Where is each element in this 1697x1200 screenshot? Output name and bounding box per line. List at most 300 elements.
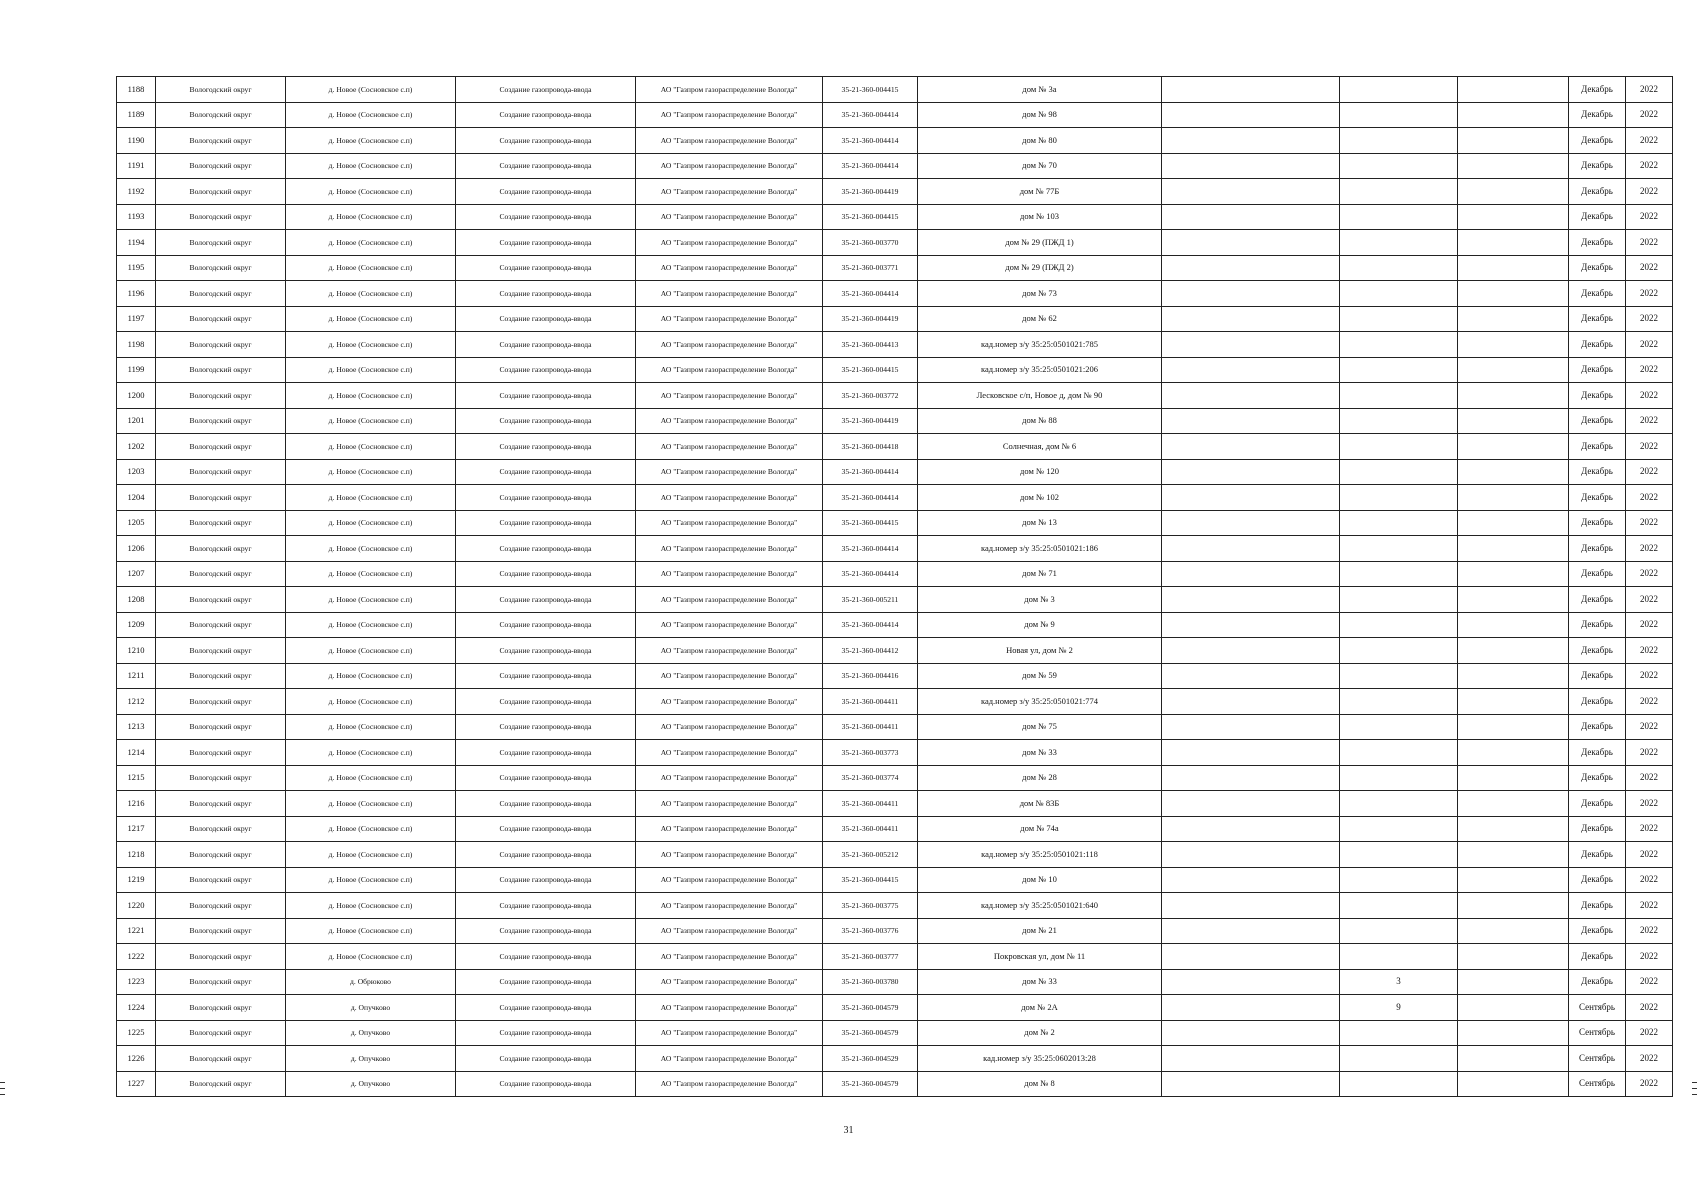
empty-cell	[1162, 842, 1340, 868]
address-cell: кад.номер з/у 35:25:0501021:118	[918, 842, 1162, 868]
empty-cell	[1162, 612, 1340, 638]
table-row	[117, 77, 1673, 103]
left-margin-mark	[0, 1088, 5, 1089]
district-cell: Вологодский округ	[156, 332, 286, 358]
empty-cell	[1162, 1020, 1340, 1046]
district-cell: Вологодский округ	[156, 791, 286, 817]
year-cell: 2022	[1626, 408, 1673, 434]
row-number-cell: 1226	[117, 1046, 156, 1072]
organization-cell: АО "Газпром газораспределение Вологда"	[636, 434, 823, 460]
year-cell: 2022	[1626, 893, 1673, 919]
object-code-cell: 35-21-360-004579	[823, 1020, 918, 1046]
empty-cell	[1458, 510, 1569, 536]
object-code-cell: 35-21-360-004418	[823, 434, 918, 460]
empty-cell	[1458, 663, 1569, 689]
count-cell	[1340, 306, 1458, 332]
locality-cell: д. Новое (Сосновское с.п)	[286, 485, 456, 511]
object-code-cell: 35-21-360-003780	[823, 969, 918, 995]
year-cell: 2022	[1626, 128, 1673, 154]
month-cell: Декабрь	[1569, 842, 1626, 868]
district-cell: Вологодский округ	[156, 638, 286, 664]
empty-cell	[1458, 893, 1569, 919]
year-cell: 2022	[1626, 816, 1673, 842]
object-code-cell: 35-21-360-004419	[823, 179, 918, 205]
table-row	[117, 944, 1673, 970]
locality-cell: д. Опучково	[286, 1046, 456, 1072]
year-cell: 2022	[1626, 204, 1673, 230]
locality-cell: д. Новое (Сосновское с.п)	[286, 459, 456, 485]
address-cell: дом № 33	[918, 969, 1162, 995]
address-cell: Солнечная, дом № 6	[918, 434, 1162, 460]
organization-cell: АО "Газпром газораспределение Вологда"	[636, 459, 823, 485]
empty-cell	[1458, 842, 1569, 868]
count-cell	[1340, 867, 1458, 893]
address-cell: дом № 83Б	[918, 791, 1162, 817]
work-type-cell: Создание газопровода-ввода	[456, 765, 636, 791]
work-type-cell: Создание газопровода-ввода	[456, 281, 636, 307]
work-type-cell: Создание газопровода-ввода	[456, 561, 636, 587]
month-cell: Сентябрь	[1569, 1046, 1626, 1072]
month-cell: Декабрь	[1569, 102, 1626, 128]
row-number-cell: 1225	[117, 1020, 156, 1046]
district-cell: Вологодский округ	[156, 1071, 286, 1097]
locality-cell: д. Новое (Сосновское с.п)	[286, 408, 456, 434]
table-row	[117, 179, 1673, 205]
count-cell	[1340, 255, 1458, 281]
year-cell: 2022	[1626, 689, 1673, 715]
month-cell: Декабрь	[1569, 510, 1626, 536]
empty-cell	[1458, 332, 1569, 358]
address-cell: дом № 2	[918, 1020, 1162, 1046]
left-margin-mark	[0, 1082, 5, 1083]
right-margin-mark	[1692, 1088, 1697, 1089]
empty-cell	[1162, 230, 1340, 256]
table-row	[117, 638, 1673, 664]
organization-cell: АО "Газпром газораспределение Вологда"	[636, 485, 823, 511]
district-cell: Вологодский округ	[156, 663, 286, 689]
address-cell: дом № 71	[918, 561, 1162, 587]
object-code-cell: 35-21-360-004415	[823, 357, 918, 383]
address-cell: дом № 59	[918, 663, 1162, 689]
district-cell: Вологодский округ	[156, 561, 286, 587]
year-cell: 2022	[1626, 306, 1673, 332]
address-cell: дом № 3	[918, 587, 1162, 613]
organization-cell: АО "Газпром газораспределение Вологда"	[636, 867, 823, 893]
work-type-cell: Создание газопровода-ввода	[456, 510, 636, 536]
empty-cell	[1162, 689, 1340, 715]
organization-cell: АО "Газпром газораспределение Вологда"	[636, 791, 823, 817]
locality-cell: д. Новое (Сосновское с.п)	[286, 357, 456, 383]
work-type-cell: Создание газопровода-ввода	[456, 204, 636, 230]
work-type-cell: Создание газопровода-ввода	[456, 612, 636, 638]
empty-cell	[1458, 434, 1569, 460]
row-number-cell: 1220	[117, 893, 156, 919]
organization-cell: АО "Газпром газораспределение Вологда"	[636, 689, 823, 715]
empty-cell	[1162, 944, 1340, 970]
empty-cell	[1162, 204, 1340, 230]
count-cell	[1340, 740, 1458, 766]
work-type-cell: Создание газопровода-ввода	[456, 332, 636, 358]
count-cell	[1340, 230, 1458, 256]
locality-cell: д. Новое (Сосновское с.п)	[286, 944, 456, 970]
work-type-cell: Создание газопровода-ввода	[456, 663, 636, 689]
table-row	[117, 714, 1673, 740]
month-cell: Декабрь	[1569, 128, 1626, 154]
row-number-cell: 1206	[117, 536, 156, 562]
work-type-cell: Создание газопровода-ввода	[456, 842, 636, 868]
year-cell: 2022	[1626, 944, 1673, 970]
row-number-cell: 1211	[117, 663, 156, 689]
right-margin-mark	[1692, 1094, 1697, 1095]
district-cell: Вологодский округ	[156, 434, 286, 460]
month-cell: Декабрь	[1569, 689, 1626, 715]
district-cell: Вологодский округ	[156, 689, 286, 715]
month-cell: Декабрь	[1569, 791, 1626, 817]
organization-cell: АО "Газпром газораспределение Вологда"	[636, 918, 823, 944]
count-cell	[1340, 816, 1458, 842]
month-cell: Сентябрь	[1569, 1071, 1626, 1097]
work-type-cell: Создание газопровода-ввода	[456, 638, 636, 664]
table-row	[117, 383, 1673, 409]
organization-cell: АО "Газпром газораспределение Вологда"	[636, 1046, 823, 1072]
object-code-cell: 35-21-360-004414	[823, 459, 918, 485]
locality-cell: д. Обрюково	[286, 969, 456, 995]
empty-cell	[1162, 561, 1340, 587]
district-cell: Вологодский округ	[156, 485, 286, 511]
locality-cell: д. Новое (Сосновское с.п)	[286, 765, 456, 791]
empty-cell	[1458, 128, 1569, 154]
count-cell	[1340, 1020, 1458, 1046]
table-row	[117, 689, 1673, 715]
object-code-cell: 35-21-360-003772	[823, 383, 918, 409]
year-cell: 2022	[1626, 77, 1673, 103]
address-cell: дом № 21	[918, 918, 1162, 944]
locality-cell: д. Новое (Сосновское с.п)	[286, 714, 456, 740]
organization-cell: АО "Газпром газораспределение Вологда"	[636, 536, 823, 562]
table-row	[117, 332, 1673, 358]
empty-cell	[1162, 357, 1340, 383]
table-row	[117, 587, 1673, 613]
object-code-cell: 35-21-360-003775	[823, 893, 918, 919]
locality-cell: д. Новое (Сосновское с.п)	[286, 230, 456, 256]
table-row	[117, 536, 1673, 562]
work-type-cell: Создание газопровода-ввода	[456, 536, 636, 562]
district-cell: Вологодский округ	[156, 1020, 286, 1046]
organization-cell: АО "Газпром газораспределение Вологда"	[636, 128, 823, 154]
table-row	[117, 969, 1673, 995]
address-cell: кад.номер з/у 35:25:0501021:785	[918, 332, 1162, 358]
empty-cell	[1162, 1046, 1340, 1072]
month-cell: Декабрь	[1569, 204, 1626, 230]
empty-cell	[1458, 204, 1569, 230]
work-type-cell: Создание газопровода-ввода	[456, 1020, 636, 1046]
table-row	[117, 816, 1673, 842]
address-cell: Покровская ул, дом № 11	[918, 944, 1162, 970]
district-cell: Вологодский округ	[156, 357, 286, 383]
month-cell: Декабрь	[1569, 765, 1626, 791]
table-row	[117, 255, 1673, 281]
count-cell	[1340, 357, 1458, 383]
table-row	[117, 510, 1673, 536]
empty-cell	[1162, 255, 1340, 281]
object-code-cell: 35-21-360-004419	[823, 306, 918, 332]
address-cell: дом № 80	[918, 128, 1162, 154]
organization-cell: АО "Газпром газораспределение Вологда"	[636, 153, 823, 179]
empty-cell	[1162, 128, 1340, 154]
table-row	[117, 128, 1673, 154]
work-type-cell: Создание газопровода-ввода	[456, 128, 636, 154]
empty-cell	[1162, 791, 1340, 817]
empty-cell	[1458, 383, 1569, 409]
district-cell: Вологодский округ	[156, 612, 286, 638]
count-cell	[1340, 408, 1458, 434]
month-cell: Декабрь	[1569, 918, 1626, 944]
table-row	[117, 281, 1673, 307]
locality-cell: д. Новое (Сосновское с.п)	[286, 128, 456, 154]
month-cell: Сентябрь	[1569, 1020, 1626, 1046]
locality-cell: д. Новое (Сосновское с.п)	[286, 255, 456, 281]
month-cell: Декабрь	[1569, 638, 1626, 664]
district-cell: Вологодский округ	[156, 587, 286, 613]
empty-cell	[1162, 918, 1340, 944]
table-row	[117, 153, 1673, 179]
organization-cell: АО "Газпром газораспределение Вологда"	[636, 357, 823, 383]
organization-cell: АО "Газпром газораспределение Вологда"	[636, 995, 823, 1021]
organization-cell: АО "Газпром газораспределение Вологда"	[636, 102, 823, 128]
year-cell: 2022	[1626, 867, 1673, 893]
object-code-cell: 35-21-360-004415	[823, 510, 918, 536]
work-type-cell: Создание газопровода-ввода	[456, 255, 636, 281]
locality-cell: д. Новое (Сосновское с.п)	[286, 740, 456, 766]
count-cell	[1340, 663, 1458, 689]
locality-cell: д. Новое (Сосновское с.п)	[286, 842, 456, 868]
row-number-cell: 1204	[117, 485, 156, 511]
count-cell	[1340, 281, 1458, 307]
table-body	[117, 77, 1673, 1097]
object-code-cell: 35-21-360-004415	[823, 77, 918, 103]
year-cell: 2022	[1626, 995, 1673, 1021]
year-cell: 2022	[1626, 1020, 1673, 1046]
organization-cell: АО "Газпром газораспределение Вологда"	[636, 255, 823, 281]
address-cell: кад.номер з/у 35:25:0602013:28	[918, 1046, 1162, 1072]
empty-cell	[1162, 969, 1340, 995]
organization-cell: АО "Газпром газораспределение Вологда"	[636, 204, 823, 230]
district-cell: Вологодский округ	[156, 816, 286, 842]
organization-cell: АО "Газпром газораспределение Вологда"	[636, 408, 823, 434]
work-type-cell: Создание газопровода-ввода	[456, 1071, 636, 1097]
row-number-cell: 1213	[117, 714, 156, 740]
month-cell: Декабрь	[1569, 332, 1626, 358]
address-cell: Лесковское с/п, Новое д, дом № 90	[918, 383, 1162, 409]
row-number-cell: 1214	[117, 740, 156, 766]
locality-cell: д. Опучково	[286, 995, 456, 1021]
address-cell: дом № 98	[918, 102, 1162, 128]
empty-cell	[1458, 1071, 1569, 1097]
object-code-cell: 35-21-360-004529	[823, 1046, 918, 1072]
district-cell: Вологодский округ	[156, 536, 286, 562]
page-number: 31	[843, 1125, 854, 1136]
year-cell: 2022	[1626, 255, 1673, 281]
empty-cell	[1458, 230, 1569, 256]
empty-cell	[1458, 944, 1569, 970]
empty-cell	[1162, 153, 1340, 179]
address-cell: дом № 28	[918, 765, 1162, 791]
month-cell: Декабрь	[1569, 179, 1626, 205]
table-row	[117, 612, 1673, 638]
organization-cell: АО "Газпром газораспределение Вологда"	[636, 842, 823, 868]
month-cell: Декабрь	[1569, 306, 1626, 332]
empty-cell	[1162, 638, 1340, 664]
count-cell	[1340, 128, 1458, 154]
empty-cell	[1458, 765, 1569, 791]
empty-cell	[1162, 816, 1340, 842]
locality-cell: д. Новое (Сосновское с.п)	[286, 689, 456, 715]
year-cell: 2022	[1626, 612, 1673, 638]
address-cell: дом № 62	[918, 306, 1162, 332]
count-cell	[1340, 485, 1458, 511]
district-cell: Вологодский округ	[156, 230, 286, 256]
object-code-cell: 35-21-360-004414	[823, 102, 918, 128]
locality-cell: д. Новое (Сосновское с.п)	[286, 612, 456, 638]
address-cell: дом № 9	[918, 612, 1162, 638]
district-cell: Вологодский округ	[156, 918, 286, 944]
month-cell: Декабрь	[1569, 867, 1626, 893]
object-code-cell: 35-21-360-004414	[823, 153, 918, 179]
object-code-cell: 35-21-360-004415	[823, 204, 918, 230]
object-code-cell: 35-21-360-004414	[823, 536, 918, 562]
district-cell: Вологодский округ	[156, 102, 286, 128]
district-cell: Вологодский округ	[156, 153, 286, 179]
year-cell: 2022	[1626, 536, 1673, 562]
year-cell: 2022	[1626, 587, 1673, 613]
work-type-cell: Создание газопровода-ввода	[456, 867, 636, 893]
count-cell	[1340, 332, 1458, 358]
address-cell: дом № 77Б	[918, 179, 1162, 205]
locality-cell: д. Новое (Сосновское с.п)	[286, 204, 456, 230]
work-type-cell: Создание газопровода-ввода	[456, 383, 636, 409]
count-cell	[1340, 1046, 1458, 1072]
address-cell: дом № 70	[918, 153, 1162, 179]
empty-cell	[1458, 102, 1569, 128]
object-code-cell: 35-21-360-004413	[823, 332, 918, 358]
year-cell: 2022	[1626, 663, 1673, 689]
object-code-cell: 35-21-360-005212	[823, 842, 918, 868]
row-number-cell: 1209	[117, 612, 156, 638]
row-number-cell: 1218	[117, 842, 156, 868]
district-cell: Вологодский округ	[156, 383, 286, 409]
left-margin-mark	[0, 1094, 5, 1095]
empty-cell	[1458, 281, 1569, 307]
month-cell: Декабрь	[1569, 77, 1626, 103]
object-code-cell: 35-21-360-005211	[823, 587, 918, 613]
table-row	[117, 765, 1673, 791]
count-cell	[1340, 383, 1458, 409]
empty-cell	[1162, 587, 1340, 613]
district-cell: Вологодский округ	[156, 1046, 286, 1072]
month-cell: Декабрь	[1569, 612, 1626, 638]
empty-cell	[1458, 306, 1569, 332]
year-cell: 2022	[1626, 383, 1673, 409]
district-cell: Вологодский округ	[156, 459, 286, 485]
table-row	[117, 204, 1673, 230]
table-row	[117, 102, 1673, 128]
table-row	[117, 357, 1673, 383]
row-number-cell: 1200	[117, 383, 156, 409]
month-cell: Декабрь	[1569, 536, 1626, 562]
work-type-cell: Создание газопровода-ввода	[456, 740, 636, 766]
district-cell: Вологодский округ	[156, 204, 286, 230]
row-number-cell: 1198	[117, 332, 156, 358]
address-cell: Новая ул, дом № 2	[918, 638, 1162, 664]
address-cell: кад.номер з/у 35:25:0501021:206	[918, 357, 1162, 383]
object-code-cell: 35-21-360-004579	[823, 995, 918, 1021]
empty-cell	[1458, 77, 1569, 103]
empty-cell	[1458, 714, 1569, 740]
row-number-cell: 1191	[117, 153, 156, 179]
month-cell: Декабрь	[1569, 459, 1626, 485]
empty-cell	[1162, 714, 1340, 740]
object-code-cell: 35-21-360-003776	[823, 918, 918, 944]
month-cell: Декабрь	[1569, 434, 1626, 460]
district-cell: Вологодский округ	[156, 893, 286, 919]
object-code-cell: 35-21-360-003771	[823, 255, 918, 281]
row-number-cell: 1227	[117, 1071, 156, 1097]
table-row	[117, 434, 1673, 460]
month-cell: Декабрь	[1569, 816, 1626, 842]
object-code-cell: 35-21-360-004414	[823, 561, 918, 587]
empty-cell	[1162, 536, 1340, 562]
row-number-cell: 1195	[117, 255, 156, 281]
row-number-cell: 1192	[117, 179, 156, 205]
table-row	[117, 561, 1673, 587]
address-cell: дом № 103	[918, 204, 1162, 230]
district-cell: Вологодский округ	[156, 714, 286, 740]
organization-cell: АО "Газпром газораспределение Вологда"	[636, 281, 823, 307]
object-code-cell: 35-21-360-004416	[823, 663, 918, 689]
table-row	[117, 1020, 1673, 1046]
address-cell: кад.номер з/у 35:25:0501021:774	[918, 689, 1162, 715]
empty-cell	[1458, 995, 1569, 1021]
empty-cell	[1162, 332, 1340, 358]
locality-cell: д. Новое (Сосновское с.п)	[286, 918, 456, 944]
row-number-cell: 1217	[117, 816, 156, 842]
row-number-cell: 1216	[117, 791, 156, 817]
month-cell: Сентябрь	[1569, 995, 1626, 1021]
empty-cell	[1458, 408, 1569, 434]
locality-cell: д. Новое (Сосновское с.п)	[286, 434, 456, 460]
organization-cell: АО "Газпром газораспределение Вологда"	[636, 663, 823, 689]
empty-cell	[1162, 434, 1340, 460]
count-cell	[1340, 918, 1458, 944]
organization-cell: АО "Газпром газораспределение Вологда"	[636, 612, 823, 638]
address-cell: дом № 13	[918, 510, 1162, 536]
work-type-cell: Создание газопровода-ввода	[456, 485, 636, 511]
locality-cell: д. Новое (Сосновское с.п)	[286, 561, 456, 587]
district-cell: Вологодский округ	[156, 867, 286, 893]
object-code-cell: 35-21-360-004412	[823, 638, 918, 664]
object-code-cell: 35-21-360-004414	[823, 612, 918, 638]
locality-cell: д. Новое (Сосновское с.п)	[286, 179, 456, 205]
organization-cell: АО "Газпром газораспределение Вологда"	[636, 1071, 823, 1097]
empty-cell	[1458, 918, 1569, 944]
locality-cell: д. Новое (Сосновское с.п)	[286, 587, 456, 613]
count-cell	[1340, 102, 1458, 128]
month-cell: Декабрь	[1569, 587, 1626, 613]
empty-cell	[1162, 383, 1340, 409]
empty-cell	[1458, 612, 1569, 638]
month-cell: Декабрь	[1569, 153, 1626, 179]
empty-cell	[1458, 561, 1569, 587]
